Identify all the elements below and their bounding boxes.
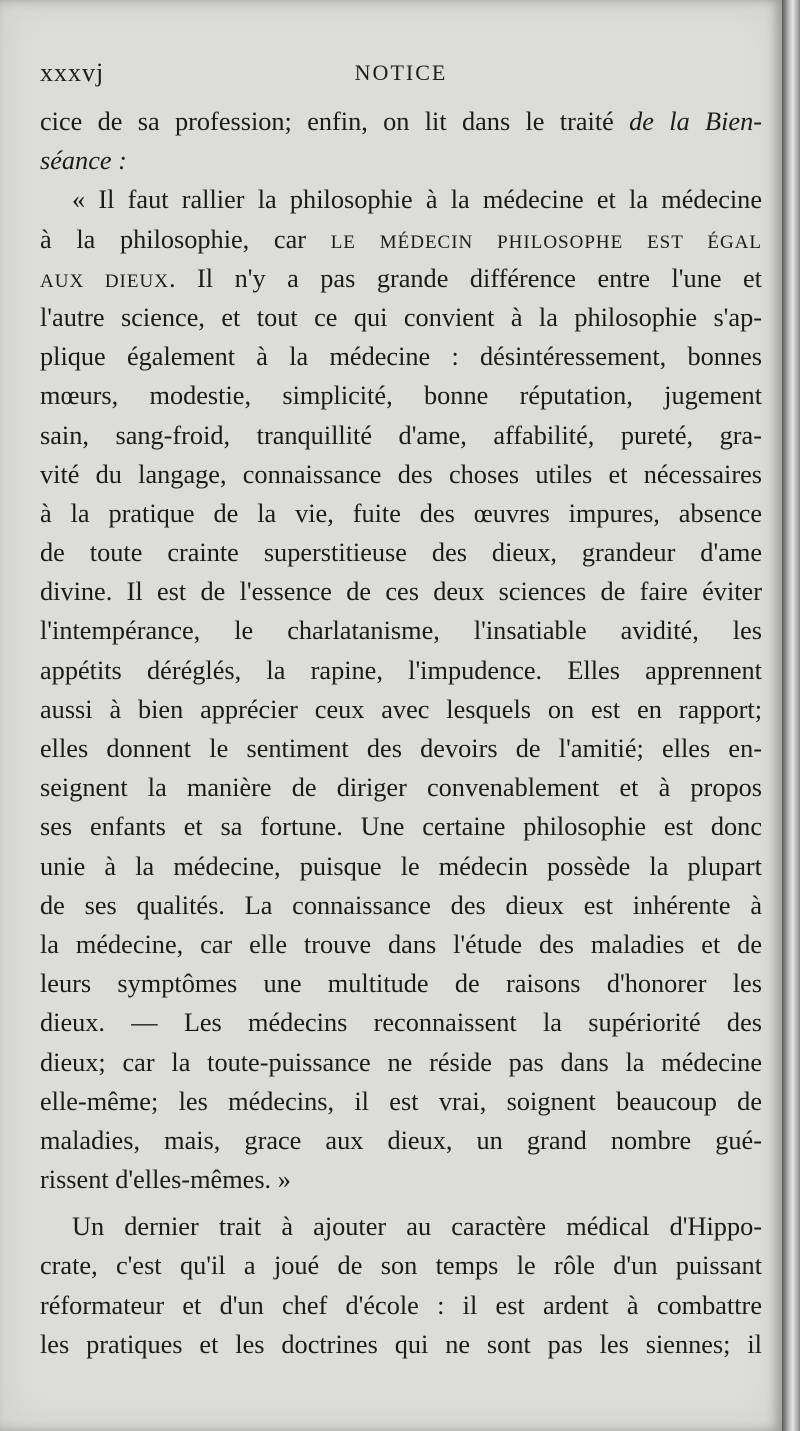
text-line: crate, c'est qu'il a joué de son temps le rôle d'un puissant [40,1251,762,1281]
text-line: l'autre science, et tout ce qui convient à la philosophie s'ap- [40,302,762,332]
text-line: rissent d'elles-mêmes. » [40,1165,291,1195]
italic-title: séance : [40,146,127,176]
text-line [40,259,762,298]
text-span: . Il n'y a pas grande différence entre l'une et [168,263,762,293]
text-line: dieux. — Les médecins reconnaissent la supériorité des [40,1008,762,1038]
text-line: dieux; car la toute-puissance ne réside pas dans la médecine [40,1047,762,1077]
text-line: elle-même; les médecins, il est vrai, soignent beaucoup de [40,1086,762,1116]
text-line [40,220,762,259]
text-line: les pratiques et les doctrines qui ne sont pas les siennes; il [40,1329,762,1359]
page-header [40,58,762,98]
text-line: l'intempérance, le charlatanisme, l'insatiable avidité, les [40,616,762,646]
text-span: à la philosophie, car [40,224,331,254]
text-line: vité du langage, connaissance des choses utiles et nécessaires [40,459,762,489]
text-span: cice de sa profession; enfin, on lit dans le traité [40,107,630,136]
body-text [40,102,762,1364]
text-line: sain, sang-froid, tranquillité d'ame, affabilité, pureté, gra- [40,420,762,450]
text-line: appétits déréglés, la rapine, l'impudence. Elles apprennent [40,655,762,685]
small-caps-quote: LE MÉDECIN PHILOSOPHE EST ÉGAL [330,231,762,253]
text-line: unie à la médecine, puisque le médecin possède la plupart [40,851,762,881]
text-line: la médecine, car elle trouve dans l'étude des maladies et de [40,929,762,959]
text-line [40,141,762,180]
text-line: aussi à bien apprécier ceux avec lesquels on est en rapport; [40,694,762,724]
text-line: à la pratique de la vie, fuite des œuvres impures, absence [40,498,762,528]
paragraph-gap [40,1199,762,1207]
text-line: ses enfants et sa fortune. Une certaine philosophie est donc [40,812,762,842]
text-line: divine. Il est de l'essence de ces deux sciences de faire éviter [40,577,762,607]
italic-title: de la Bien- [629,107,763,136]
text-line: réformateur et d'un chef d'école : il est ardent à combattre [40,1290,762,1320]
text-line: « Il faut rallier la philosophie à la médecine et la médecine [72,185,762,215]
text-line: de ses qualités. La connaissance des dieux est inhérente à [40,890,762,920]
text-line: Un dernier trait à ajouter au caractère médical d'Hippo- [72,1212,762,1242]
text-line: leurs symptômes une multitude de raisons d'honorer les [40,969,762,999]
text-line: elles donnent le sentiment des devoirs de l'amitié; elles en- [40,734,762,763]
running-title: NOTICE [354,60,448,85]
text-line: plique également à la médecine : désintéressement, bonnes [40,342,762,372]
page-number: xxxvj [40,58,105,87]
text-line: mœurs, modestie, simplicité, bonne réputation, jugement [40,381,762,411]
small-caps-quote: AUX DIEUX [40,270,169,292]
text-line: seignent la manière de diriger convenablement et à propos [40,773,762,803]
text-line: de toute crainte superstitieuse des dieux, grandeur d'ame [40,538,762,568]
page-edge [782,0,800,1431]
text-line [40,102,762,141]
text-line: maladies, mais, grace aux dieux, un grand nombre gué- [40,1125,762,1155]
